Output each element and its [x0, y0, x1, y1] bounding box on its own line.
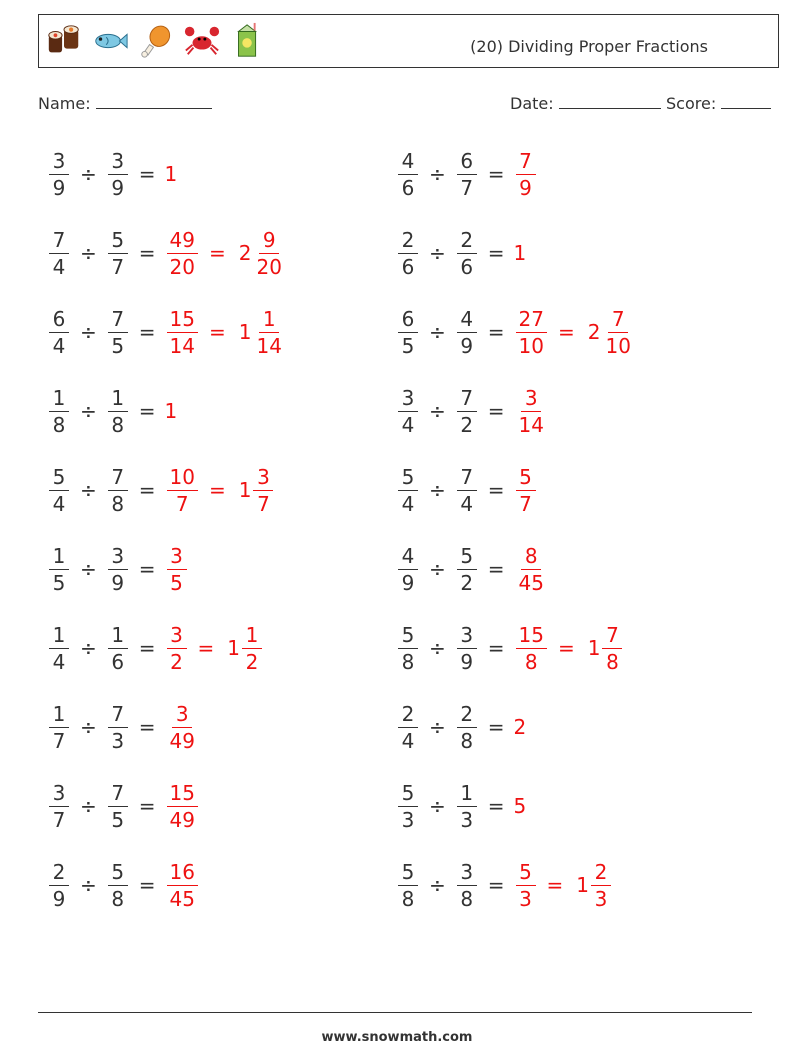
- divisor-fraction-denominator: 9: [111, 570, 125, 595]
- equals-sign: =: [487, 636, 505, 660]
- problem-item: [396, 853, 613, 917]
- answer-fraction-denominator: 49: [169, 807, 195, 832]
- divisor-fraction: [457, 543, 477, 595]
- crab-icon: [183, 22, 221, 60]
- answer-fraction-denominator: 45: [169, 886, 195, 911]
- divisor-fraction-numerator: 7: [457, 388, 477, 412]
- divide-sign: ÷: [429, 399, 446, 423]
- answer-fraction-denominator: 10: [518, 333, 544, 358]
- footer-divider: [38, 1012, 752, 1013]
- divisor-fraction-numerator: 3: [457, 862, 477, 886]
- dividend-fraction-denominator: 9: [52, 175, 66, 200]
- mixed-whole: 1: [587, 636, 601, 660]
- dividend-fraction: [398, 543, 418, 595]
- dividend-fraction: [49, 464, 69, 516]
- divide-sign: ÷: [429, 320, 446, 344]
- equals-sign: =: [487, 399, 505, 423]
- mixed-fraction: [253, 306, 284, 358]
- answer-fraction: [167, 543, 187, 595]
- mixed-fraction-numerator: 1: [242, 625, 262, 649]
- divisor-fraction: [457, 227, 477, 279]
- dividend-fraction-denominator: 7: [52, 807, 66, 832]
- dividend-fraction-numerator: 2: [398, 230, 418, 254]
- fish-icon: [91, 22, 129, 60]
- dividend-fraction-denominator: 4: [401, 491, 415, 516]
- dividend-fraction-numerator: 1: [49, 546, 69, 570]
- equals-sign: =: [557, 636, 575, 660]
- chicken-leg-icon: [137, 22, 175, 60]
- divide-sign: ÷: [429, 873, 446, 897]
- equals-sign: =: [487, 715, 505, 739]
- dividend-fraction-numerator: 3: [49, 151, 69, 175]
- problem-item: [396, 300, 636, 364]
- dividend-fraction: [398, 622, 418, 674]
- dividend-fraction-numerator: 6: [398, 309, 418, 333]
- dividend-fraction-denominator: 3: [401, 807, 415, 832]
- problem-item: [47, 853, 200, 917]
- divisor-fraction-denominator: 8: [460, 728, 474, 753]
- problem-item: [47, 774, 200, 838]
- divisor-fraction-numerator: 5: [108, 862, 128, 886]
- mixed-fraction-denominator: 14: [256, 333, 282, 358]
- dividend-fraction: [49, 701, 69, 753]
- dividend-fraction-numerator: 5: [49, 467, 69, 491]
- answer-whole: 1: [513, 241, 527, 265]
- dividend-fraction-numerator: 4: [398, 546, 418, 570]
- dividend-fraction-denominator: 4: [52, 649, 66, 674]
- mixed-fraction-numerator: 7: [602, 625, 622, 649]
- divisor-fraction-denominator: 6: [460, 254, 474, 279]
- problem-item: [47, 142, 177, 206]
- equals-sign: =: [138, 162, 156, 186]
- equals-sign: =: [208, 241, 226, 265]
- answer-fraction-denominator: 45: [518, 570, 544, 595]
- dividend-fraction-numerator: 1: [49, 388, 69, 412]
- mixed-fraction-denominator: 10: [605, 333, 631, 358]
- dividend-fraction-numerator: 5: [398, 783, 418, 807]
- mixed-fraction: [602, 306, 633, 358]
- answer-fraction-numerator: 15: [167, 783, 198, 807]
- problem-item: [396, 616, 624, 680]
- divisor-fraction: [108, 148, 128, 200]
- problem-item: [47, 616, 264, 680]
- dividend-fraction-numerator: 7: [49, 230, 69, 254]
- divide-sign: ÷: [80, 241, 97, 265]
- divisor-fraction: [457, 859, 477, 911]
- divide-sign: ÷: [429, 715, 446, 739]
- problem-item: [396, 221, 526, 285]
- divisor-fraction-denominator: 8: [111, 886, 125, 911]
- dividend-fraction: [398, 701, 418, 753]
- answer-whole: 2: [513, 715, 527, 739]
- divisor-fraction-denominator: 3: [460, 807, 474, 832]
- dividend-fraction-denominator: 5: [52, 570, 66, 595]
- equals-sign: =: [557, 320, 575, 344]
- divide-sign: ÷: [80, 162, 97, 186]
- divisor-fraction-numerator: 3: [457, 625, 477, 649]
- divisor-fraction: [457, 464, 477, 516]
- problem-item: [396, 379, 549, 443]
- dividend-fraction: [398, 464, 418, 516]
- divisor-fraction-numerator: 7: [108, 783, 128, 807]
- mixed-fraction: [253, 464, 273, 516]
- divisor-fraction-denominator: 8: [460, 886, 474, 911]
- answer-whole: 1: [164, 162, 178, 186]
- dividend-fraction-denominator: 4: [52, 491, 66, 516]
- dividend-fraction-denominator: 6: [401, 254, 415, 279]
- divisor-fraction-denominator: 7: [111, 254, 125, 279]
- mixed-whole: 2: [587, 320, 601, 344]
- dividend-fraction: [398, 859, 418, 911]
- divisor-fraction-numerator: 7: [108, 309, 128, 333]
- footer-url: www.snowmath.com: [321, 1030, 473, 1045]
- answer-fraction-numerator: 27: [516, 309, 547, 333]
- answer-fraction-numerator: 3: [167, 625, 187, 649]
- divide-sign: ÷: [429, 794, 446, 818]
- header-icons: [45, 21, 267, 61]
- divisor-fraction-numerator: 7: [108, 467, 128, 491]
- answer-fraction-numerator: 7: [516, 151, 536, 175]
- dividend-fraction-denominator: 8: [52, 412, 66, 437]
- answer-fraction-numerator: 15: [167, 309, 198, 333]
- dividend-fraction: [49, 227, 69, 279]
- dividend-fraction-numerator: 6: [49, 309, 69, 333]
- equals-sign: =: [208, 478, 226, 502]
- mixed-fraction: [591, 859, 611, 911]
- equals-sign: =: [138, 478, 156, 502]
- dividend-fraction-denominator: 5: [401, 333, 415, 358]
- divisor-fraction-numerator: 6: [457, 151, 477, 175]
- score-field[interactable]: [666, 94, 771, 113]
- worksheet-header: [38, 14, 779, 68]
- mixed-fraction-numerator: 2: [591, 862, 611, 886]
- problem-item: [47, 221, 287, 285]
- divisor-fraction: [108, 622, 128, 674]
- divisor-fraction-numerator: 5: [457, 546, 477, 570]
- divisor-fraction-denominator: 6: [111, 649, 125, 674]
- answer-fraction-numerator: 10: [167, 467, 198, 491]
- mixed-fraction-denominator: 20: [256, 254, 282, 279]
- divisor-fraction-numerator: 1: [108, 625, 128, 649]
- dividend-fraction: [398, 148, 418, 200]
- answer-fraction-denominator: 5: [170, 570, 183, 595]
- divide-sign: ÷: [80, 715, 97, 739]
- answer-whole: 5: [513, 794, 527, 818]
- equals-sign: =: [138, 873, 156, 897]
- dividend-fraction-denominator: 4: [401, 412, 415, 437]
- equals-sign: =: [487, 162, 505, 186]
- dividend-fraction-numerator: 5: [398, 467, 418, 491]
- equals-sign: =: [487, 320, 505, 344]
- name-label: Name:: [38, 94, 91, 113]
- answer-fraction-numerator: 5: [516, 862, 536, 886]
- divisor-fraction: [108, 227, 128, 279]
- answer-fraction-numerator: 8: [521, 546, 541, 570]
- answer-fraction: [516, 543, 547, 595]
- dividend-fraction-numerator: 5: [398, 862, 418, 886]
- dividend-fraction: [49, 148, 69, 200]
- divisor-fraction: [457, 780, 477, 832]
- juice-carton-icon: [229, 22, 267, 60]
- divide-sign: ÷: [80, 399, 97, 423]
- date-blank[interactable]: [559, 94, 661, 109]
- equals-sign: =: [208, 320, 226, 344]
- equals-sign: =: [138, 636, 156, 660]
- dividend-fraction-denominator: 4: [52, 254, 66, 279]
- answer-fraction-denominator: 14: [518, 412, 544, 437]
- mixed-fraction: [602, 622, 622, 674]
- problem-item: [396, 695, 526, 759]
- equals-sign: =: [138, 399, 156, 423]
- divisor-fraction-denominator: 4: [460, 491, 474, 516]
- problem-item: [47, 537, 189, 601]
- answer-fraction-numerator: 49: [167, 230, 198, 254]
- answer-fraction-denominator: 49: [169, 728, 195, 753]
- divisor-fraction-numerator: 4: [457, 309, 477, 333]
- divisor-fraction: [457, 148, 477, 200]
- equals-sign: =: [487, 557, 505, 581]
- dividend-fraction: [398, 385, 418, 437]
- divisor-fraction: [457, 701, 477, 753]
- dividend-fraction: [49, 306, 69, 358]
- divisor-fraction-numerator: 1: [457, 783, 477, 807]
- answer-fraction: [167, 464, 198, 516]
- date-field[interactable]: [510, 94, 661, 113]
- equals-sign: =: [138, 557, 156, 581]
- dividend-fraction-denominator: 7: [52, 728, 66, 753]
- answer-fraction-numerator: 16: [167, 862, 198, 886]
- dividend-fraction-numerator: 2: [398, 704, 418, 728]
- dividend-fraction-denominator: 8: [401, 649, 415, 674]
- answer-fraction: [167, 701, 198, 753]
- divide-sign: ÷: [80, 636, 97, 660]
- dividend-fraction-numerator: 5: [398, 625, 418, 649]
- dividend-fraction-denominator: 8: [401, 886, 415, 911]
- divide-sign: ÷: [429, 636, 446, 660]
- dividend-fraction: [49, 780, 69, 832]
- answer-fraction-denominator: 7: [519, 491, 532, 516]
- divisor-fraction: [457, 306, 477, 358]
- problem-item: [396, 142, 538, 206]
- divisor-fraction: [108, 464, 128, 516]
- problem-item: [47, 379, 177, 443]
- dividend-fraction-numerator: 1: [49, 625, 69, 649]
- divisor-fraction: [108, 780, 128, 832]
- mixed-fraction-denominator: 7: [257, 491, 270, 516]
- dividend-fraction-numerator: 2: [49, 862, 69, 886]
- answer-fraction: [516, 306, 547, 358]
- mixed-fraction-numerator: 7: [608, 309, 628, 333]
- answer-fraction-denominator: 3: [519, 886, 532, 911]
- mixed-fraction-denominator: 8: [606, 649, 619, 674]
- divide-sign: ÷: [429, 241, 446, 265]
- divisor-fraction: [108, 859, 128, 911]
- dividend-fraction-numerator: 3: [49, 783, 69, 807]
- divisor-fraction-denominator: 8: [111, 491, 125, 516]
- divisor-fraction-denominator: 9: [111, 175, 125, 200]
- divisor-fraction-numerator: 1: [108, 388, 128, 412]
- divisor-fraction-denominator: 7: [460, 175, 474, 200]
- divisor-fraction: [108, 543, 128, 595]
- equals-sign: =: [487, 794, 505, 818]
- equals-sign: =: [487, 873, 505, 897]
- divisor-fraction-denominator: 2: [460, 412, 474, 437]
- dividend-fraction-denominator: 9: [401, 570, 415, 595]
- problem-item: [47, 300, 287, 364]
- equals-sign: =: [546, 873, 564, 897]
- dividend-fraction: [398, 227, 418, 279]
- score-label: Score:: [666, 94, 717, 113]
- divide-sign: ÷: [80, 320, 97, 344]
- divisor-fraction: [457, 385, 477, 437]
- mixed-fraction: [242, 622, 262, 674]
- divide-sign: ÷: [80, 794, 97, 818]
- dividend-fraction-numerator: 1: [49, 704, 69, 728]
- dividend-fraction: [49, 385, 69, 437]
- dividend-fraction: [49, 622, 69, 674]
- date-label: Date:: [510, 94, 554, 113]
- problem-item: [47, 695, 200, 759]
- mixed-whole: 1: [238, 320, 252, 344]
- mixed-fraction: [253, 227, 284, 279]
- name-field[interactable]: [38, 94, 212, 113]
- answer-whole: 1: [164, 399, 178, 423]
- divisor-fraction-denominator: 3: [111, 728, 125, 753]
- divide-sign: ÷: [429, 162, 446, 186]
- divide-sign: ÷: [80, 478, 97, 502]
- divisor-fraction-numerator: 2: [457, 230, 477, 254]
- answer-fraction-numerator: 3: [521, 388, 541, 412]
- equals-sign: =: [138, 320, 156, 344]
- divisor-fraction-denominator: 5: [111, 807, 125, 832]
- problem-item: [47, 458, 275, 522]
- dividend-fraction: [49, 543, 69, 595]
- problem-item: [396, 537, 549, 601]
- divisor-fraction: [457, 622, 477, 674]
- divisor-fraction-numerator: 7: [108, 704, 128, 728]
- dividend-fraction-numerator: 4: [398, 151, 418, 175]
- divisor-fraction-numerator: 5: [108, 230, 128, 254]
- problem-item: [396, 458, 538, 522]
- answer-fraction-denominator: 14: [169, 333, 195, 358]
- equals-sign: =: [138, 794, 156, 818]
- equals-sign: =: [487, 241, 505, 265]
- mixed-whole: 1: [238, 478, 252, 502]
- mixed-whole: 1: [576, 873, 590, 897]
- answer-fraction: [516, 622, 547, 674]
- mixed-fraction-numerator: 1: [259, 309, 279, 333]
- equals-sign: =: [138, 715, 156, 739]
- divisor-fraction: [108, 701, 128, 753]
- worksheet-title: (20) Dividing Proper Fractions: [470, 37, 708, 56]
- answer-fraction: [516, 148, 536, 200]
- answer-fraction-denominator: 7: [175, 491, 189, 516]
- name-blank[interactable]: [96, 94, 212, 109]
- mixed-fraction-numerator: 9: [259, 230, 279, 254]
- mixed-fraction-denominator: 3: [594, 886, 608, 911]
- divisor-fraction-numerator: 2: [457, 704, 477, 728]
- answer-fraction-denominator: 2: [170, 649, 183, 674]
- answer-fraction: [167, 622, 187, 674]
- dividend-fraction-numerator: 3: [398, 388, 418, 412]
- divisor-fraction-denominator: 5: [111, 333, 125, 358]
- divisor-fraction-denominator: 8: [111, 412, 125, 437]
- mixed-fraction-numerator: 3: [253, 467, 273, 491]
- answer-fraction-denominator: 8: [524, 649, 538, 674]
- equals-sign: =: [487, 478, 505, 502]
- dividend-fraction-denominator: 6: [401, 175, 415, 200]
- equals-sign: =: [197, 636, 215, 660]
- sushi-rolls-icon: [45, 22, 83, 60]
- divisor-fraction-numerator: 7: [457, 467, 477, 491]
- divisor-fraction: [108, 306, 128, 358]
- problem-item: [396, 774, 526, 838]
- divide-sign: ÷: [429, 557, 446, 581]
- divisor-fraction-denominator: 9: [460, 649, 474, 674]
- dividend-fraction-denominator: 4: [401, 728, 415, 753]
- answer-fraction-denominator: 9: [519, 175, 532, 200]
- answer-fraction-numerator: 3: [172, 704, 192, 728]
- score-blank[interactable]: [721, 94, 771, 109]
- answer-fraction: [516, 385, 547, 437]
- divide-sign: ÷: [80, 557, 97, 581]
- answer-fraction: [516, 464, 536, 516]
- dividend-fraction-denominator: 9: [52, 886, 66, 911]
- dividend-fraction: [398, 780, 418, 832]
- dividend-fraction-denominator: 4: [52, 333, 66, 358]
- answer-fraction-numerator: 3: [167, 546, 187, 570]
- divide-sign: ÷: [80, 873, 97, 897]
- divisor-fraction-denominator: 9: [460, 333, 474, 358]
- mixed-whole: 2: [238, 241, 252, 265]
- dividend-fraction: [49, 859, 69, 911]
- answer-fraction-denominator: 20: [169, 254, 195, 279]
- mixed-whole: 1: [227, 636, 241, 660]
- answer-fraction-numerator: 15: [516, 625, 547, 649]
- divide-sign: ÷: [429, 478, 446, 502]
- answer-fraction: [167, 306, 198, 358]
- answer-fraction: [167, 859, 198, 911]
- answer-fraction: [516, 859, 536, 911]
- mixed-fraction-denominator: 2: [245, 649, 259, 674]
- answer-fraction: [167, 227, 198, 279]
- divisor-fraction: [108, 385, 128, 437]
- divisor-fraction-numerator: 3: [108, 546, 128, 570]
- dividend-fraction: [398, 306, 418, 358]
- divisor-fraction-denominator: 2: [460, 570, 474, 595]
- answer-fraction: [167, 780, 198, 832]
- answer-fraction-numerator: 5: [516, 467, 536, 491]
- equals-sign: =: [138, 241, 156, 265]
- divisor-fraction-numerator: 3: [108, 151, 128, 175]
